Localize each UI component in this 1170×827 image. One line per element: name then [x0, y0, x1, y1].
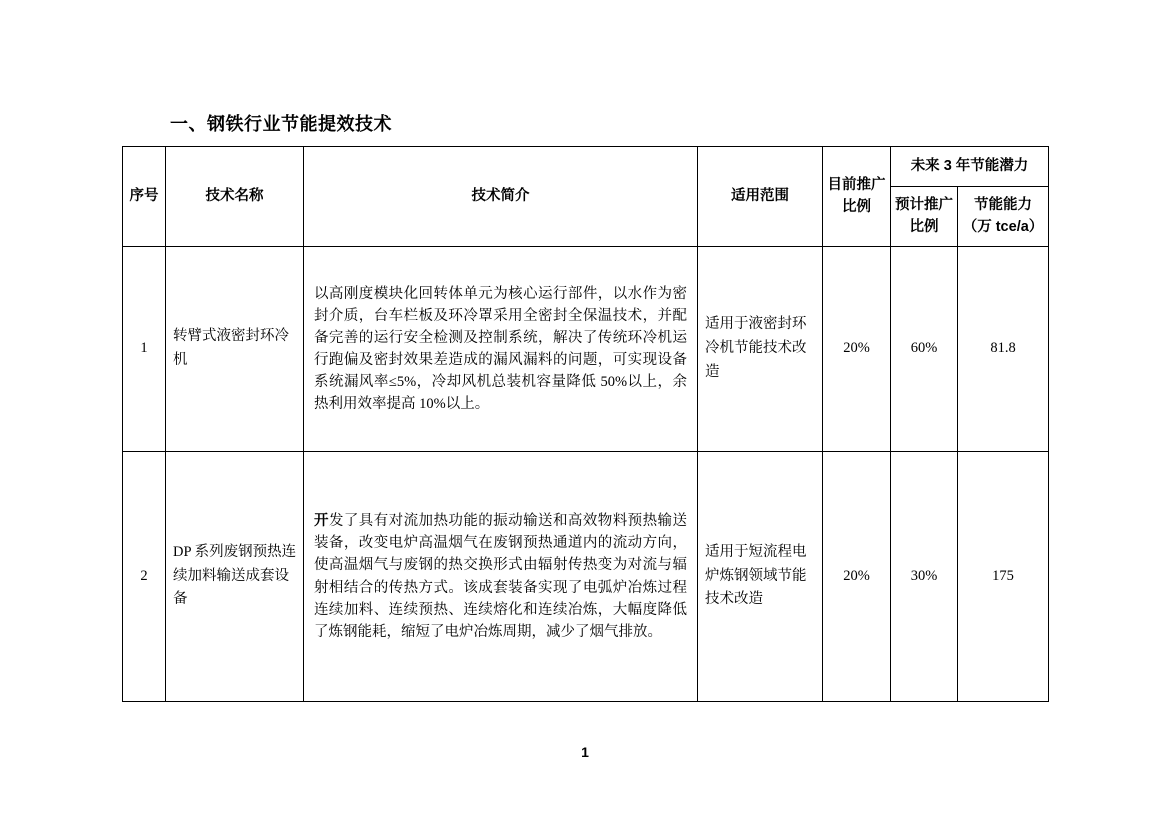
intro-lead: 开: [314, 513, 329, 530]
header-index: 序号: [123, 147, 166, 247]
header-scope: 适用范围: [698, 147, 823, 247]
cell-current-ratio: 20%: [823, 452, 891, 702]
header-expected-ratio: 预计推广比例: [891, 187, 958, 247]
cell-tech-name: 转臂式液密封环冷机: [166, 247, 304, 452]
header-future-potential-group: 未来 3 年节能潜力: [891, 147, 1049, 187]
intro-text: 发了具有对流加热功能的振动输送和高效物料预热输送装备，改变电炉高温烟气在废钢预热通道内的流动方向，使高温烟气与废钢的热交换形式由辐射传热变为对流与辐射相结合的传热方式。该成套装备实现了电弧炉冶炼过程连续加料、连续预热、连续熔化和连续冶炼，大幅度降低了炼钢能耗，缩短了电炉冶炼周期，减少了烟气排放。: [314, 513, 687, 640]
cell-scope: 适用于液密封环冷机节能技术改造: [698, 247, 823, 452]
cell-expected-ratio: 30%: [891, 452, 958, 702]
cell-current-ratio: 20%: [823, 247, 891, 452]
header-tech-intro: 技术简介: [304, 147, 698, 247]
cell-saving-capacity: 81.8: [958, 247, 1049, 452]
section-title: 一、钢铁行业节能提效技术: [170, 114, 392, 134]
header-row-group: [123, 147, 1049, 187]
header-current-ratio: 目前推广比例: [823, 147, 891, 247]
page-number: 1: [581, 744, 589, 760]
cell-tech-intro: [304, 452, 698, 702]
cell-saving-capacity: 175: [958, 452, 1049, 702]
cell-index: 2: [123, 452, 166, 702]
cell-tech-name: DP 系列废钢预热连续加料输送成套设备: [166, 452, 304, 702]
cell-index: 1: [123, 247, 166, 452]
header-saving-capacity-line1: 节能能力: [974, 196, 1032, 213]
table-row: [123, 452, 1049, 702]
cell-expected-ratio: 60%: [891, 247, 958, 452]
technology-table: [122, 146, 1049, 702]
header-saving-capacity-line2: （万 tce/a）: [962, 218, 1044, 235]
cell-tech-intro: [304, 247, 698, 452]
intro-text: 以高刚度模块化回转体单元为核心运行部件，以水作为密封介质，台车栏板及环冷罩采用全密封全保温技术，并配备完善的运行安全检测及控制系统，解决了传统环冷机运行跑偏及密封效果差造成的漏风漏料的问题，可实现设备系统漏风率≤5%，冷却风机总装机容量降低 50%以上，余热利用效率提高 10%以上。: [314, 285, 687, 413]
table-row: [123, 247, 1049, 452]
header-tech-name: 技术名称: [166, 147, 304, 247]
cell-scope: 适用于短流程电炉炼钢领域节能技术改造: [698, 452, 823, 702]
header-saving-capacity: [958, 187, 1049, 247]
